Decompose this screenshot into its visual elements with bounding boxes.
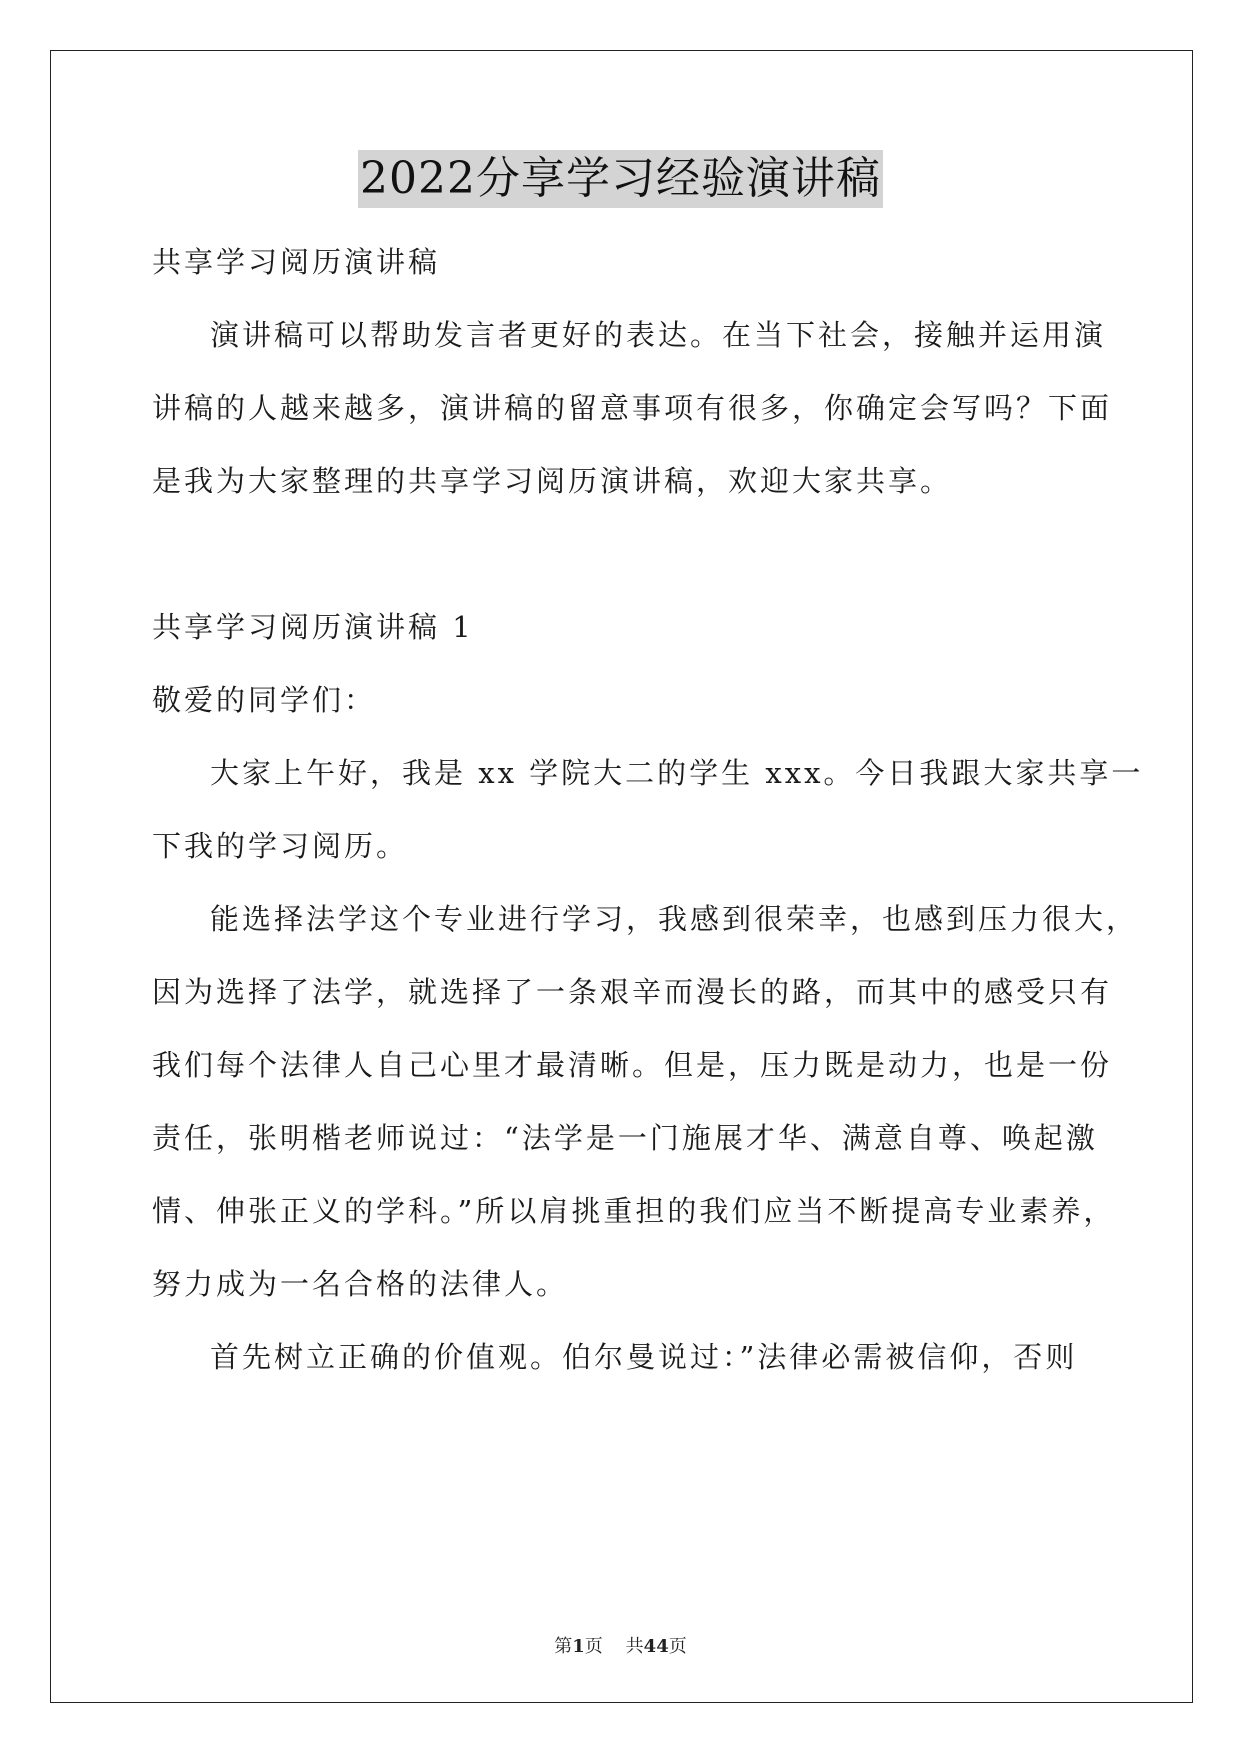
- footer-total-suffix: 页: [668, 1636, 687, 1657]
- page-border: [50, 50, 1193, 1703]
- paragraph-line: 讲稿的人越来越多，演讲稿的留意事项有很多，你确定会写吗？下面: [152, 391, 1113, 425]
- paragraph-line: 是我为大家整理的共享学习阅历演讲稿，欢迎大家共享。: [152, 464, 953, 498]
- document-title: 2022分享学习经验演讲稿: [358, 150, 883, 208]
- section-heading: 共享学习阅历演讲稿: [152, 245, 441, 279]
- paragraph-line: 责任，张明楷老师说过：“法学是一门施展才华、满意自尊、唤起激: [152, 1121, 1098, 1155]
- paragraph-line: 因为选择了法学，就选择了一条艰辛而漫长的路，而其中的感受只有: [152, 975, 1113, 1009]
- title-container: [0, 150, 1241, 208]
- salutation: 敬爱的同学们：: [152, 683, 377, 717]
- total-pages: 44: [643, 1636, 669, 1657]
- footer-page-suffix: 页: [584, 1636, 603, 1657]
- paragraph-line: 努力成为一名合格的法律人。: [152, 1267, 569, 1301]
- paragraph-line: 能选择法学这个专业进行学习，我感到很荣幸，也感到压力很大，: [210, 902, 1139, 936]
- paragraph-line: 演讲稿可以帮助发言者更好的表达。在当下社会，接触并运用演: [210, 318, 1107, 352]
- footer-total-prefix: 共: [625, 1636, 644, 1657]
- page-footer: [0, 1632, 1241, 1658]
- paragraph-line: 大家上午好，我是 xx 学院大二的学生 xxx。今日我跟大家共享一: [210, 756, 1144, 790]
- footer-prefix: 第: [554, 1636, 573, 1657]
- section-heading: 共享学习阅历演讲稿 1: [152, 610, 474, 644]
- page-number: 1: [572, 1636, 585, 1657]
- paragraph-line: 首先树立正确的价值观。伯尔曼说过：”法律必需被信仰，否则: [210, 1340, 1078, 1374]
- paragraph-line: 我们每个法律人自己心里才最清晰。但是，压力既是动力，也是一份: [152, 1048, 1113, 1082]
- paragraph-line: 情、伸张正义的学科。”所以肩挑重担的我们应当不断提高专业素养，: [152, 1194, 1116, 1228]
- paragraph-line: 下我的学习阅历。: [152, 829, 409, 863]
